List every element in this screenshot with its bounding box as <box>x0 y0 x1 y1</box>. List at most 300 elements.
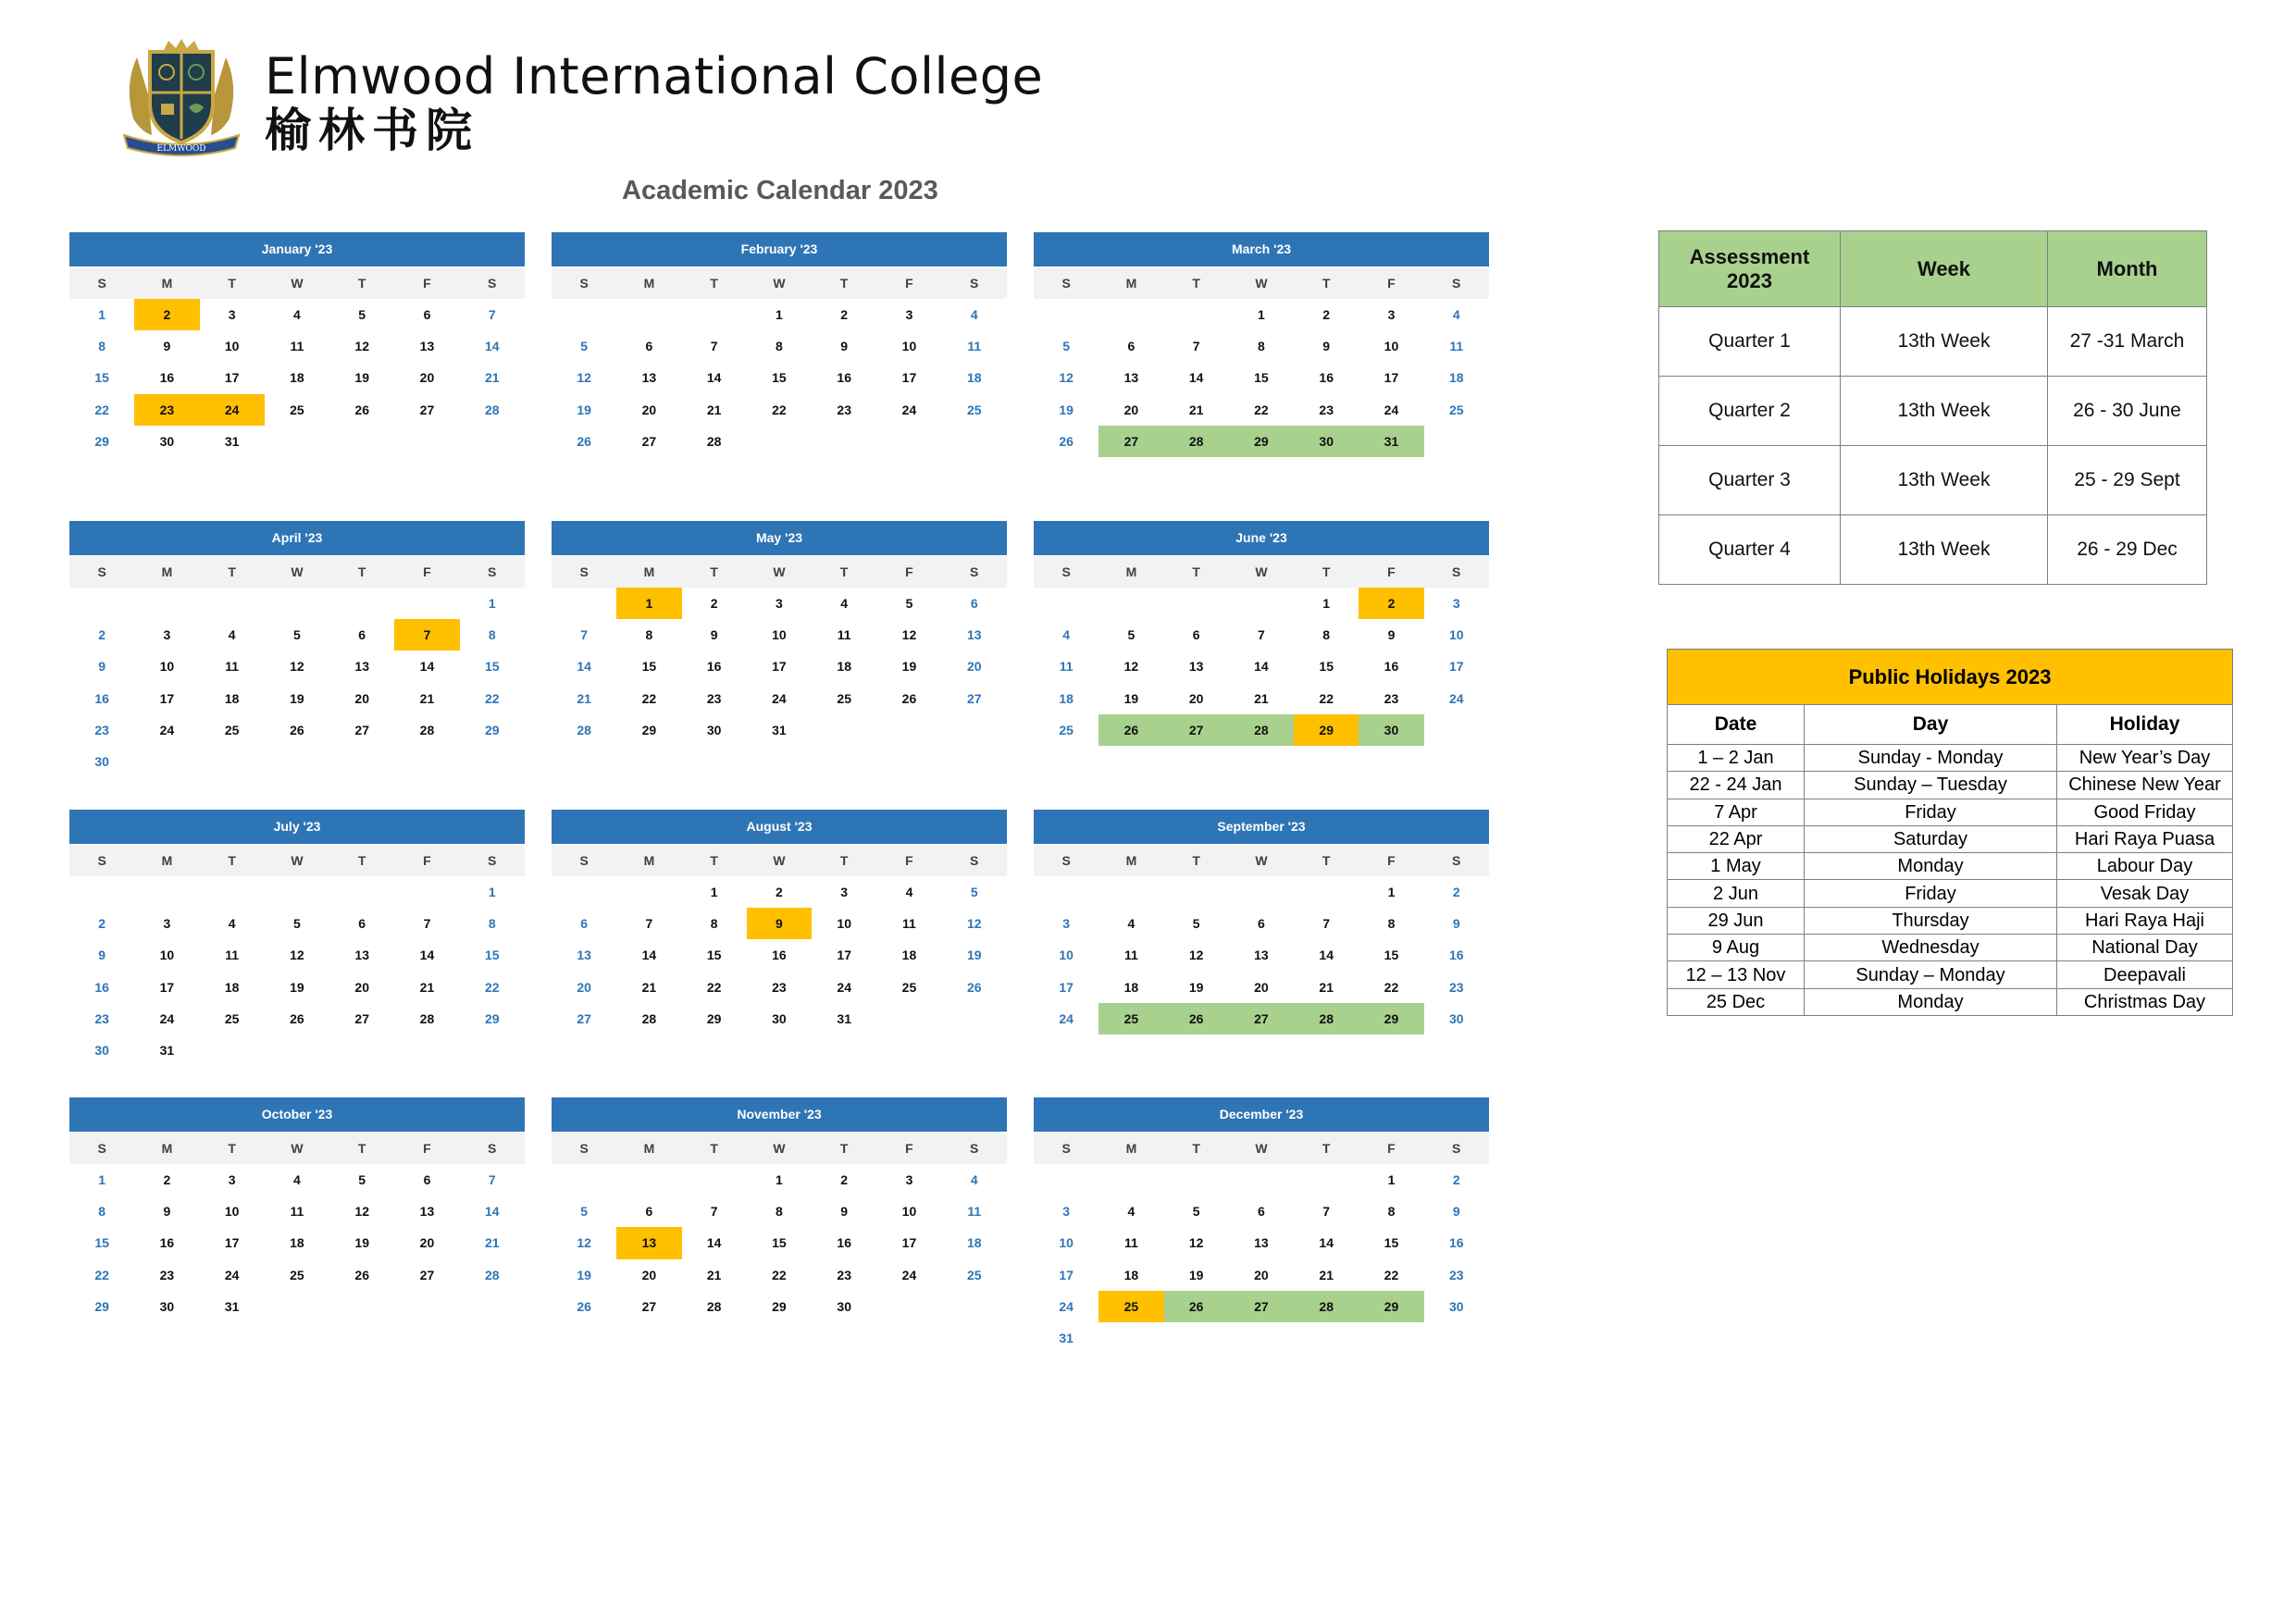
weekday-label: F <box>1387 276 1396 291</box>
week-row <box>1034 299 1489 330</box>
ph-header-date: Date <box>1668 705 1805 745</box>
weekday-label: W <box>773 1141 786 1156</box>
calendar-day: 24 <box>1384 402 1399 417</box>
calendar-day: 8 <box>488 916 496 932</box>
calendar-day: 30 <box>1294 426 1359 457</box>
calendar-day: 5 <box>293 916 301 932</box>
calendar-day: 18 <box>966 370 982 386</box>
weekday-label: W <box>773 853 786 868</box>
calendar-day: 26 <box>577 1298 591 1314</box>
week-row <box>69 1291 525 1322</box>
public-holiday-row <box>1668 935 2233 961</box>
calendar-day: 5 <box>1062 339 1071 354</box>
calendar-empty-cell <box>1164 1322 1229 1354</box>
calendar-day: 17 <box>1059 1267 1074 1282</box>
month-calendar <box>552 521 1007 746</box>
calendar-day: 7 <box>1322 1204 1331 1220</box>
week-row <box>552 650 1007 682</box>
weekday-header-row <box>1034 267 1489 299</box>
calendar-day: 14 <box>1254 659 1269 675</box>
calendar-day: 23 <box>837 402 851 417</box>
calendar-day: 19 <box>1059 402 1074 417</box>
week-row <box>1034 330 1489 362</box>
calendar-empty-cell <box>69 588 134 619</box>
calendar-day: 1 <box>1258 307 1265 322</box>
ph-day: Sunday – Monday <box>1805 961 2057 988</box>
calendar-day: 9 <box>98 659 106 675</box>
assessment-row <box>1659 515 2207 585</box>
week-row <box>552 426 1007 457</box>
ph-date: 2 Jun <box>1668 880 1805 907</box>
calendar-empty-cell <box>394 876 459 908</box>
week-row <box>1034 588 1489 619</box>
calendar-day: 19 <box>577 1267 591 1282</box>
calendar-day: 18 <box>1123 1267 1139 1282</box>
calendar-day: 4 <box>1127 1204 1136 1220</box>
calendar-day: 27 <box>1098 426 1163 457</box>
month-title: May '23 <box>552 521 1007 555</box>
calendar-day: 17 <box>159 690 175 706</box>
calendar-day: 2 <box>1359 588 1423 619</box>
calendar-empty-cell <box>265 876 329 908</box>
month-calendar <box>1034 521 1489 746</box>
month-calendar <box>69 1097 525 1322</box>
calendar-day: 6 <box>423 1172 431 1187</box>
calendar-day: 10 <box>159 659 175 675</box>
calendar-day: 23 <box>706 690 722 706</box>
calendar-day: 18 <box>837 659 851 675</box>
weekday-label: M <box>161 564 173 579</box>
calendar-day: 27 <box>354 722 369 737</box>
calendar-empty-cell <box>69 876 134 908</box>
weekday-label: T <box>1192 853 1200 868</box>
calendar-day: 23 <box>1448 979 1464 995</box>
weekday-header-row <box>552 267 1007 299</box>
calendar-empty-cell <box>329 1291 394 1322</box>
weekday-label: M <box>643 276 655 291</box>
calendar-day: 6 <box>1192 627 1200 643</box>
month-title: June '23 <box>1034 521 1489 555</box>
calendar-day: 13 <box>966 627 982 643</box>
week-row <box>69 1164 525 1196</box>
calendar-day: 12 <box>290 948 304 963</box>
calendar-day: 18 <box>1448 370 1464 386</box>
calendar-day: 9 <box>163 1204 171 1220</box>
calendar-empty-cell <box>394 1291 459 1322</box>
calendar-day: 10 <box>224 1204 240 1220</box>
ph-day: Monday <box>1805 988 2057 1015</box>
weekday-header-row <box>552 1133 1007 1164</box>
month-calendar <box>69 232 525 457</box>
calendar-day: 31 <box>772 722 787 737</box>
calendar-day: 2 <box>710 596 718 611</box>
assessment-week: 13th Week <box>1841 446 2048 515</box>
calendar-day: 12 <box>901 627 917 643</box>
calendar-day: 25 <box>224 1010 240 1026</box>
calendar-day: 7 <box>488 1172 496 1187</box>
calendar-day: 29 <box>484 722 500 737</box>
week-row <box>1034 714 1489 746</box>
weekday-header-row <box>552 556 1007 588</box>
calendar-day: 5 <box>293 627 301 643</box>
weekday-label: W <box>291 276 304 291</box>
calendar-day: 12 <box>1188 948 1204 963</box>
calendar-day: 18 <box>290 370 304 386</box>
calendar-day: 19 <box>354 1235 369 1251</box>
weekday-label: S <box>97 564 106 579</box>
calendar-day: 20 <box>354 979 369 995</box>
week-row <box>69 908 525 939</box>
calendar-day: 20 <box>419 1235 435 1251</box>
calendar-day: 13 <box>577 948 591 963</box>
weekday-label: T <box>1192 1141 1200 1156</box>
calendar-empty-cell <box>1294 1322 1359 1354</box>
weekday-label: T <box>839 1141 849 1156</box>
calendar-day: 8 <box>776 339 783 354</box>
calendar-day: 1 <box>1387 885 1396 899</box>
public-holiday-row <box>1668 745 2233 772</box>
calendar-day: 16 <box>837 1235 851 1251</box>
calendar-day: 27 <box>641 1298 657 1314</box>
calendar-day: 3 <box>228 307 236 322</box>
week-row <box>69 588 525 619</box>
calendar-day: 27 <box>1164 714 1229 746</box>
calendar-day: 6 <box>1258 916 1265 932</box>
assessment-week: 13th Week <box>1841 377 2048 446</box>
calendar-day: 18 <box>290 1235 304 1251</box>
week-row <box>69 650 525 682</box>
college-chinese-name: 榆林书院 <box>265 103 479 157</box>
calendar-day: 12 <box>354 339 369 354</box>
calendar-day: 3 <box>163 627 171 643</box>
calendar-empty-cell <box>460 1291 525 1322</box>
calendar-day: 16 <box>1319 370 1334 386</box>
calendar-day: 30 <box>772 1010 787 1026</box>
calendar-day: 17 <box>837 948 851 963</box>
month-title: July '23 <box>69 810 525 844</box>
calendar-empty-cell <box>134 588 199 619</box>
calendar-day: 28 <box>706 433 722 449</box>
calendar-empty-cell <box>552 588 616 619</box>
calendar-day: 16 <box>1448 948 1464 963</box>
calendar-day: 8 <box>98 339 106 354</box>
calendar-day: 3 <box>905 1172 913 1187</box>
calendar-day: 11 <box>1123 948 1138 963</box>
calendar-day: 10 <box>837 916 851 932</box>
calendar-day: 27 <box>419 402 435 417</box>
calendar-day: 20 <box>641 402 657 417</box>
calendar-day: 10 <box>159 948 175 963</box>
assessment-quarter: Quarter 1 <box>1659 307 1841 377</box>
calendar-empty-cell <box>1424 426 1489 457</box>
calendar-day: 21 <box>484 1235 500 1251</box>
weekday-label: S <box>970 276 979 291</box>
calendar-day: 11 <box>290 1204 304 1220</box>
month-calendar <box>552 1097 1007 1322</box>
calendar-day: 5 <box>970 885 978 899</box>
ph-holiday: Labour Day <box>2057 853 2233 880</box>
calendar-day: 2 <box>1452 1172 1460 1187</box>
calendar-day: 4 <box>1127 916 1136 932</box>
calendar-day: 25 <box>837 690 851 706</box>
public-holidays-table <box>1667 649 2233 1016</box>
calendar-day: 16 <box>159 370 175 386</box>
week-row <box>1034 619 1489 650</box>
week-row <box>1034 1196 1489 1227</box>
weekday-label: S <box>1061 1141 1071 1156</box>
calendar-day: 17 <box>1384 370 1399 386</box>
calendar-empty-cell <box>200 588 265 619</box>
calendar-day: 13 <box>419 1204 435 1220</box>
weekday-header-row <box>552 845 1007 876</box>
weekday-label: F <box>423 853 431 868</box>
weekday-label: T <box>1322 564 1331 579</box>
calendar-day: 14 <box>484 1204 500 1220</box>
ph-header-holiday: Holiday <box>2057 705 2233 745</box>
ph-date: 1 – 2 Jan <box>1668 745 1805 772</box>
month-calendar <box>1034 1097 1489 1354</box>
week-row <box>552 1164 1007 1196</box>
calendar-day: 6 <box>1258 1204 1265 1220</box>
calendar-day: 6 <box>645 1204 653 1220</box>
week-row <box>69 394 525 426</box>
calendar-day: 9 <box>163 339 171 354</box>
assessment-header-col1: Assessment 2023 <box>1659 231 1841 307</box>
calendar-empty-cell <box>265 1035 329 1066</box>
calendar-day: 25 <box>1098 1291 1163 1322</box>
calendar-day: 3 <box>1452 596 1460 611</box>
calendar-day: 1 <box>98 307 106 322</box>
week-row <box>552 299 1007 330</box>
calendar-day: 22 <box>706 979 722 995</box>
calendar-day: 5 <box>358 1172 366 1187</box>
assessment-month: 27 -31 March <box>2048 307 2207 377</box>
calendar-day: 21 <box>1188 402 1204 417</box>
weekday-header-row <box>69 556 525 588</box>
calendar-day: 18 <box>966 1235 982 1251</box>
calendar-day: 9 <box>710 627 718 643</box>
calendar-empty-cell <box>616 299 681 330</box>
week-row <box>69 1035 525 1066</box>
calendar-day: 18 <box>901 948 917 963</box>
calendar-day: 19 <box>1188 1267 1204 1282</box>
calendar-day: 26 <box>1164 1291 1229 1322</box>
ph-date: 9 Aug <box>1668 935 1805 961</box>
calendar-day: 23 <box>772 979 787 995</box>
week-row <box>552 362 1007 393</box>
calendar-day: 16 <box>94 690 109 706</box>
calendar-empty-cell <box>1294 1164 1359 1196</box>
month-title: October '23 <box>69 1097 525 1132</box>
calendar-empty-cell <box>876 426 941 457</box>
calendar-day: 20 <box>1254 979 1269 995</box>
calendar-empty-cell <box>460 1035 525 1066</box>
calendar-day: 2 <box>163 1172 171 1187</box>
weekday-label: F <box>423 1141 431 1156</box>
weekday-label: M <box>643 1141 655 1156</box>
calendar-day: 5 <box>1127 627 1136 643</box>
calendar-day: 15 <box>484 659 500 675</box>
public-holiday-row <box>1668 961 2233 988</box>
weekday-label: T <box>357 276 366 291</box>
calendar-day: 4 <box>1062 627 1071 643</box>
weekday-label: S <box>579 564 589 579</box>
week-row <box>1034 908 1489 939</box>
calendar-empty-cell <box>394 588 459 619</box>
week-row <box>69 1003 525 1035</box>
calendar-empty-cell <box>1164 876 1229 908</box>
weekday-label: M <box>161 1141 173 1156</box>
public-holiday-row <box>1668 853 2233 880</box>
week-row <box>552 619 1007 650</box>
calendar-day: 17 <box>901 370 917 386</box>
ph-date: 22 - 24 Jan <box>1668 772 1805 799</box>
calendar-day: 24 <box>159 722 175 737</box>
calendar-day: 19 <box>1188 979 1204 995</box>
calendar-day: 19 <box>966 948 982 963</box>
calendar-day: 15 <box>94 370 109 386</box>
calendar-day: 11 <box>1059 659 1074 675</box>
calendar-day: 26 <box>1059 433 1074 449</box>
calendar-day: 3 <box>905 307 913 322</box>
calendar-day: 9 <box>1322 339 1331 354</box>
calendar-day: 31 <box>224 433 240 449</box>
weekday-label: M <box>1125 276 1137 291</box>
weekday-label: F <box>1387 853 1396 868</box>
weekday-label: S <box>1452 564 1461 579</box>
calendar-empty-cell <box>942 1291 1007 1322</box>
ph-day: Saturday <box>1805 825 2057 852</box>
calendar-empty-cell <box>265 426 329 457</box>
weekday-label: S <box>1452 1141 1461 1156</box>
calendar-day: 27 <box>641 433 657 449</box>
calendar-day: 30 <box>706 722 722 737</box>
calendar-day: 19 <box>1123 690 1139 706</box>
calendar-day: 11 <box>837 627 851 643</box>
calendar-day: 6 <box>1127 339 1136 354</box>
calendar-day: 19 <box>577 402 591 417</box>
week-row <box>1034 876 1489 908</box>
calendar-day: 9 <box>1452 916 1460 932</box>
assessment-week: 13th Week <box>1841 515 2048 585</box>
month-title: December '23 <box>1034 1097 1489 1132</box>
calendar-day: 3 <box>776 596 783 611</box>
weekday-label: F <box>1387 1141 1396 1156</box>
weekday-label: S <box>1452 853 1461 868</box>
calendar-day: 5 <box>580 1204 589 1220</box>
week-row <box>1034 939 1489 971</box>
public-holiday-row <box>1668 988 2233 1015</box>
calendar-empty-cell <box>876 1291 941 1322</box>
weekday-label: F <box>423 276 431 291</box>
week-row <box>69 683 525 714</box>
calendar-empty-cell <box>616 876 681 908</box>
weekday-label: T <box>228 276 236 291</box>
weekday-label: S <box>970 1141 979 1156</box>
calendar-day: 14 <box>484 339 500 354</box>
calendar-day: 29 <box>94 433 109 449</box>
weekday-label: F <box>905 564 913 579</box>
calendar-day: 2 <box>840 307 849 322</box>
calendar-day: 29 <box>94 1298 109 1314</box>
calendar-empty-cell <box>1034 588 1098 619</box>
ph-holiday: Chinese New Year <box>2057 772 2233 799</box>
calendar-day: 9 <box>747 908 812 939</box>
calendar-day: 10 <box>1059 1235 1074 1251</box>
calendar-day: 20 <box>1254 1267 1269 1282</box>
ph-date: 25 Dec <box>1668 988 1805 1015</box>
calendar-day: 13 <box>354 659 369 675</box>
calendar-empty-cell <box>200 1035 265 1066</box>
ph-day: Thursday <box>1805 907 2057 934</box>
calendar-day: 3 <box>163 916 171 932</box>
week-row <box>552 1291 1007 1322</box>
calendar-empty-cell <box>329 588 394 619</box>
calendar-empty-cell <box>1229 1322 1294 1354</box>
calendar-day: 10 <box>1448 627 1464 643</box>
weekday-label: T <box>710 276 718 291</box>
calendar-day: 22 <box>772 1267 787 1282</box>
calendar-day: 21 <box>577 690 591 706</box>
calendar-day: 5 <box>1192 916 1200 932</box>
calendar-day: 21 <box>641 979 657 995</box>
calendar-day: 11 <box>967 339 982 354</box>
week-row <box>69 1259 525 1291</box>
assessment-header-week: Week <box>1841 231 2048 307</box>
week-row <box>552 588 1007 619</box>
calendar-day: 16 <box>706 659 722 675</box>
calendar-day: 5 <box>905 596 913 611</box>
calendar-day: 20 <box>354 690 369 706</box>
calendar-day: 23 <box>1448 1267 1464 1282</box>
ph-holiday: Good Friday <box>2057 799 2233 825</box>
calendar-day: 14 <box>641 948 657 963</box>
week-row <box>552 330 1007 362</box>
calendar-day: 28 <box>1229 714 1294 746</box>
ph-holiday: Hari Raya Puasa <box>2057 825 2233 852</box>
calendar-day: 31 <box>837 1010 851 1026</box>
calendar-empty-cell <box>329 1035 394 1066</box>
weekday-label: M <box>643 853 655 868</box>
calendar-day: 19 <box>901 659 917 675</box>
week-row <box>552 683 1007 714</box>
calendar-day: 14 <box>1188 370 1204 386</box>
calendar-day: 6 <box>970 596 978 611</box>
calendar-empty-cell <box>200 746 265 777</box>
calendar-day: 26 <box>1098 714 1163 746</box>
calendar-day: 18 <box>224 690 240 706</box>
weekday-label: S <box>97 853 106 868</box>
calendar-day: 21 <box>1319 1267 1334 1282</box>
calendar-day: 26 <box>901 690 917 706</box>
calendar-day: 2 <box>1452 885 1460 899</box>
calendar-day: 17 <box>224 1235 240 1251</box>
calendar-day: 25 <box>290 402 304 417</box>
calendar-day: 21 <box>706 1267 722 1282</box>
calendar-day: 1 <box>1387 1172 1396 1187</box>
weekday-label: T <box>710 853 718 868</box>
calendar-day: 8 <box>1387 1204 1396 1220</box>
calendar-day: 5 <box>580 339 589 354</box>
weekday-label: T <box>710 1141 718 1156</box>
calendar-empty-cell <box>552 299 616 330</box>
calendar-day: 18 <box>224 979 240 995</box>
calendar-day: 7 <box>1258 627 1265 643</box>
calendar-day: 2 <box>840 1172 849 1187</box>
public-holiday-row <box>1668 772 2233 799</box>
calendar-day: 1 <box>616 588 681 619</box>
calendar-empty-cell <box>1424 1322 1489 1354</box>
